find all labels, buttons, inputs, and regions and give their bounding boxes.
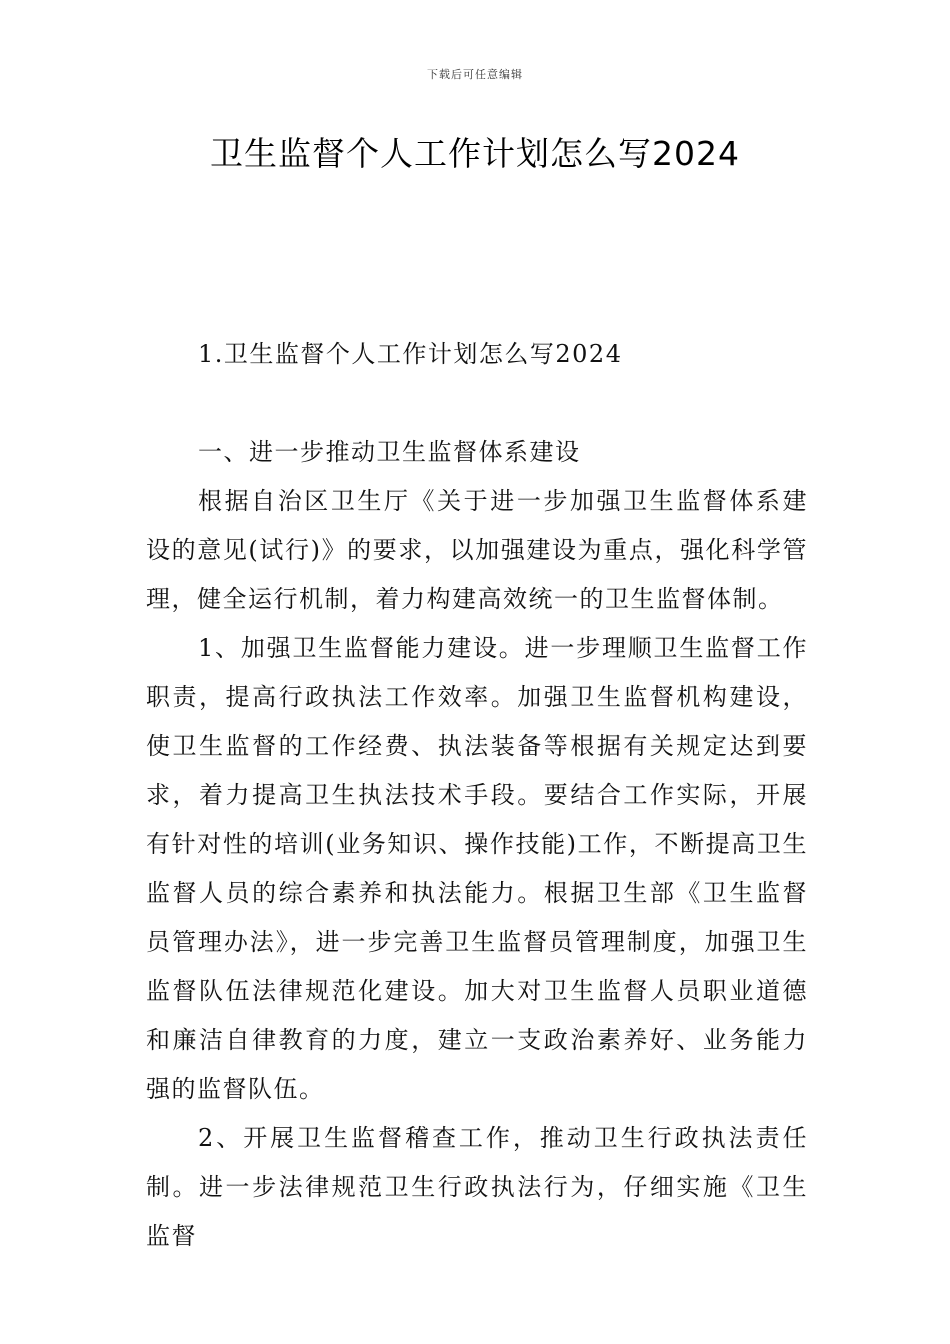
spacer [146,379,808,428]
document-body [146,330,808,1261]
sub-title: 1.卫生监督个人工作计划怎么写2024 [198,340,623,368]
paragraph-item-1: 1、加强卫生监督能力建设。进一步理顺卫生监督工作职责，提高行政执法工作效率。加强卫生监督机构建设，使卫生监督的工作经费、执法装备等根据有关规定达到要求，着力提高卫生执法技术手段。要结合工作实际，开展有针对性的培训(业务知识、操作技能)工作，不断提高卫生监督人员的综合素养和执法能力。根据卫生部《卫生监督员管理办法》，进一步完善卫生监督员管理制度，加强卫生监督队伍法律规范化建设。加大对卫生监督人员职业道德和廉洁自律教育的力度，建立一支政治素养好、业务能力强的监督队伍。 [146,634,808,1103]
section-heading: 一、进一步推动卫生监督体系建设 [198,438,581,466]
paragraph-intro: 根据自治区卫生厅《关于进一步加强卫生监督体系建设的意见(试行)》的要求，以加强建设为重点，强化科学管理，健全运行机制，着力构建高效统一的卫生监督体制。 [146,487,808,613]
header-note: 下载后可任意编辑 [427,68,523,81]
document-title: 卫生监督个人工作计划怎么写2024 [210,134,740,173]
paragraph-item-2: 2、开展卫生监督稽查工作，推动卫生行政执法责任制。进一步法律规范卫生行政执法行为，仔细实施《卫生监督 [146,1124,808,1250]
